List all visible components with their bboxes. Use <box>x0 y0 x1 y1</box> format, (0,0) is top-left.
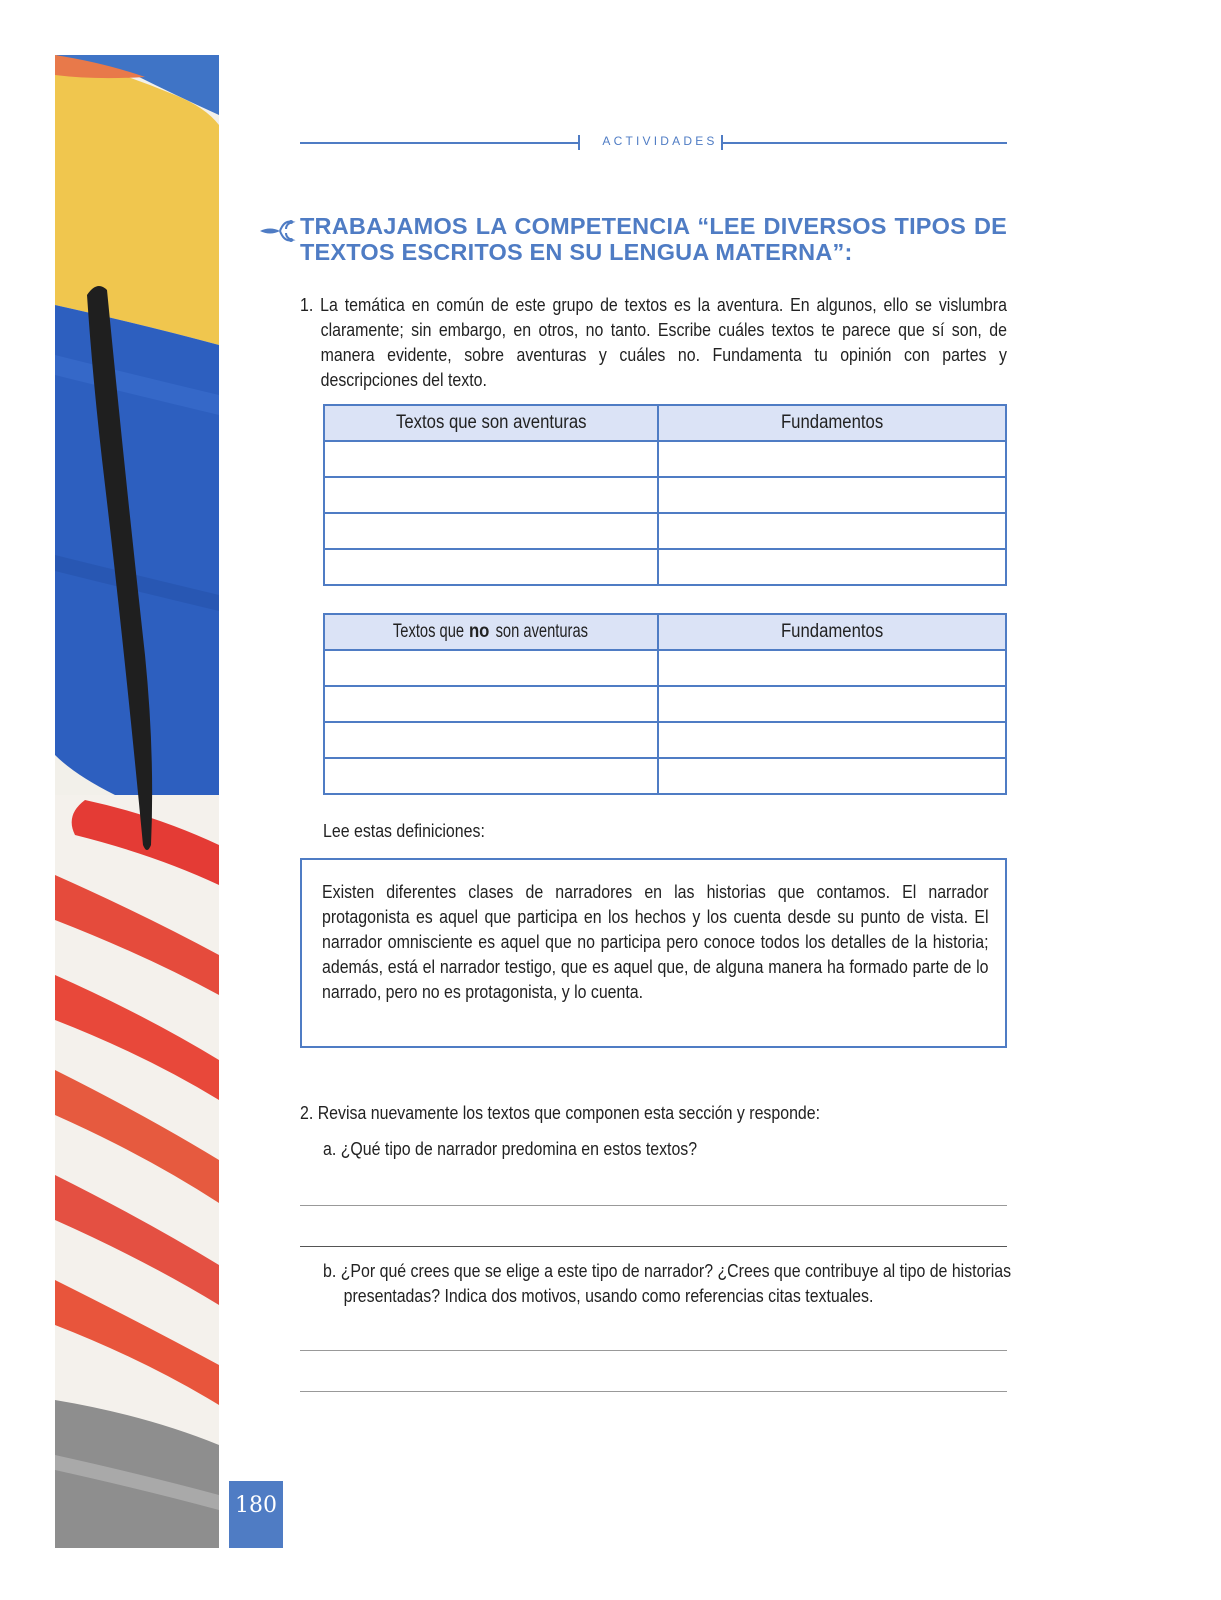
answer-line[interactable] <box>300 1205 1007 1206</box>
question-2a-label: a. <box>323 1138 337 1159</box>
header-fundamentos: Fundamentos <box>658 614 1006 650</box>
definition-box <box>300 858 1007 1048</box>
read-definitions-label: Lee estas definiciones: <box>323 820 485 841</box>
answer-cell[interactable] <box>324 513 658 549</box>
question-2a-text: ¿Qué tipo de narrador predomina en estos textos? <box>340 1138 698 1159</box>
section-label: ACTIVIDADES <box>602 134 718 148</box>
question-1 <box>300 292 1007 392</box>
header-textos-aventuras: Textos que son aventuras <box>324 405 658 441</box>
answer-cell[interactable] <box>658 686 1006 722</box>
question-1-text: La temática en común de este grupo de textos es la aventura. En algunos, ello se vislumbra claramente; sin embargo, en otros, no tanto. Escribe cuáles textos te parece que sí son, de manera evidente, sobre aventuras y cuáles no. Fundamenta tu opinión con partes y descripciones del texto. <box>320 294 1007 390</box>
question-2b <box>323 1258 1021 1308</box>
table-row <box>324 650 1006 686</box>
emphasis-no: no <box>468 621 490 642</box>
question-1-paragraph <box>300 292 1007 392</box>
question-2b-text: ¿Por qué crees que se elige a este tipo de narrador? ¿Crees que contribuye al tipo de historias presentadas? Indica dos motivos, usando como referencias citas textuales. <box>340 1260 1012 1306</box>
definition-text: Existen diferentes clases de narradores en las historias que contamos. El narrador protagonista es aquel que participa en los hechos y los cuenta desde su punto de vista. El narrador omnisciente es aquel que no participa pero conoce todos los detalles de la historia; además, está el narrador testigo, que es aquel que, de alguna manera ha formado parte de lo narrado, pero no es protagonista, y lo cuenta. <box>322 881 989 1002</box>
answer-cell[interactable] <box>658 650 1006 686</box>
table-header-row <box>324 614 1006 650</box>
answer-cell[interactable] <box>324 758 658 794</box>
header-fundamentos: Fundamentos <box>658 405 1006 441</box>
table-row <box>324 758 1006 794</box>
table-row <box>324 549 1006 585</box>
adventures-table <box>323 404 1007 586</box>
question-2 <box>300 1100 988 1125</box>
page-number-box <box>229 1481 283 1548</box>
answer-cell[interactable] <box>324 477 658 513</box>
table-row <box>324 686 1006 722</box>
answer-cell[interactable] <box>658 758 1006 794</box>
answer-line[interactable] <box>300 1391 1007 1392</box>
decorative-painting-strip <box>55 55 219 1548</box>
answer-cell[interactable] <box>324 686 658 722</box>
answer-cell[interactable] <box>324 650 658 686</box>
answer-cell[interactable] <box>658 441 1006 477</box>
answer-cell[interactable] <box>324 722 658 758</box>
answer-cell[interactable] <box>324 441 658 477</box>
answer-line[interactable] <box>300 1350 1007 1351</box>
question-2b-paragraph <box>323 1258 1021 1308</box>
non-adventures-table <box>323 613 1007 795</box>
question-2-text: Revisa nuevamente los textos que componen esta sección y responde: <box>317 1102 821 1123</box>
table-row <box>324 513 1006 549</box>
fleur-ornament-icon <box>258 216 296 246</box>
table-row <box>324 722 1006 758</box>
answer-cell[interactable] <box>658 477 1006 513</box>
table-row <box>324 477 1006 513</box>
question-1-number: 1. <box>300 294 314 315</box>
question-2a <box>323 1136 1011 1161</box>
answer-cell[interactable] <box>658 513 1006 549</box>
question-2-number: 2. <box>300 1102 314 1123</box>
answer-cell[interactable] <box>324 549 658 585</box>
header-rule-left <box>300 142 578 144</box>
painting-illustration <box>55 55 219 1548</box>
section-header <box>300 130 1007 160</box>
page-number: 180 <box>235 1493 277 1518</box>
header-rule-right <box>721 142 1007 144</box>
answer-cell[interactable] <box>658 549 1006 585</box>
header-tick-left <box>578 135 580 150</box>
answer-line[interactable] <box>300 1246 1007 1247</box>
answer-cell[interactable] <box>658 722 1006 758</box>
table-row <box>324 441 1006 477</box>
table-header-row <box>324 405 1006 441</box>
header-textos-no-aventuras: Textos quenoson aventuras <box>324 614 658 650</box>
question-2b-label: b. <box>323 1260 337 1281</box>
activity-title: TRABAJAMOS LA COMPETENCIA “LEE DIVERSOS TIPOS DE TEXTOS ESCRITOS EN SU LENGUA MATERNA”: <box>300 213 1007 265</box>
